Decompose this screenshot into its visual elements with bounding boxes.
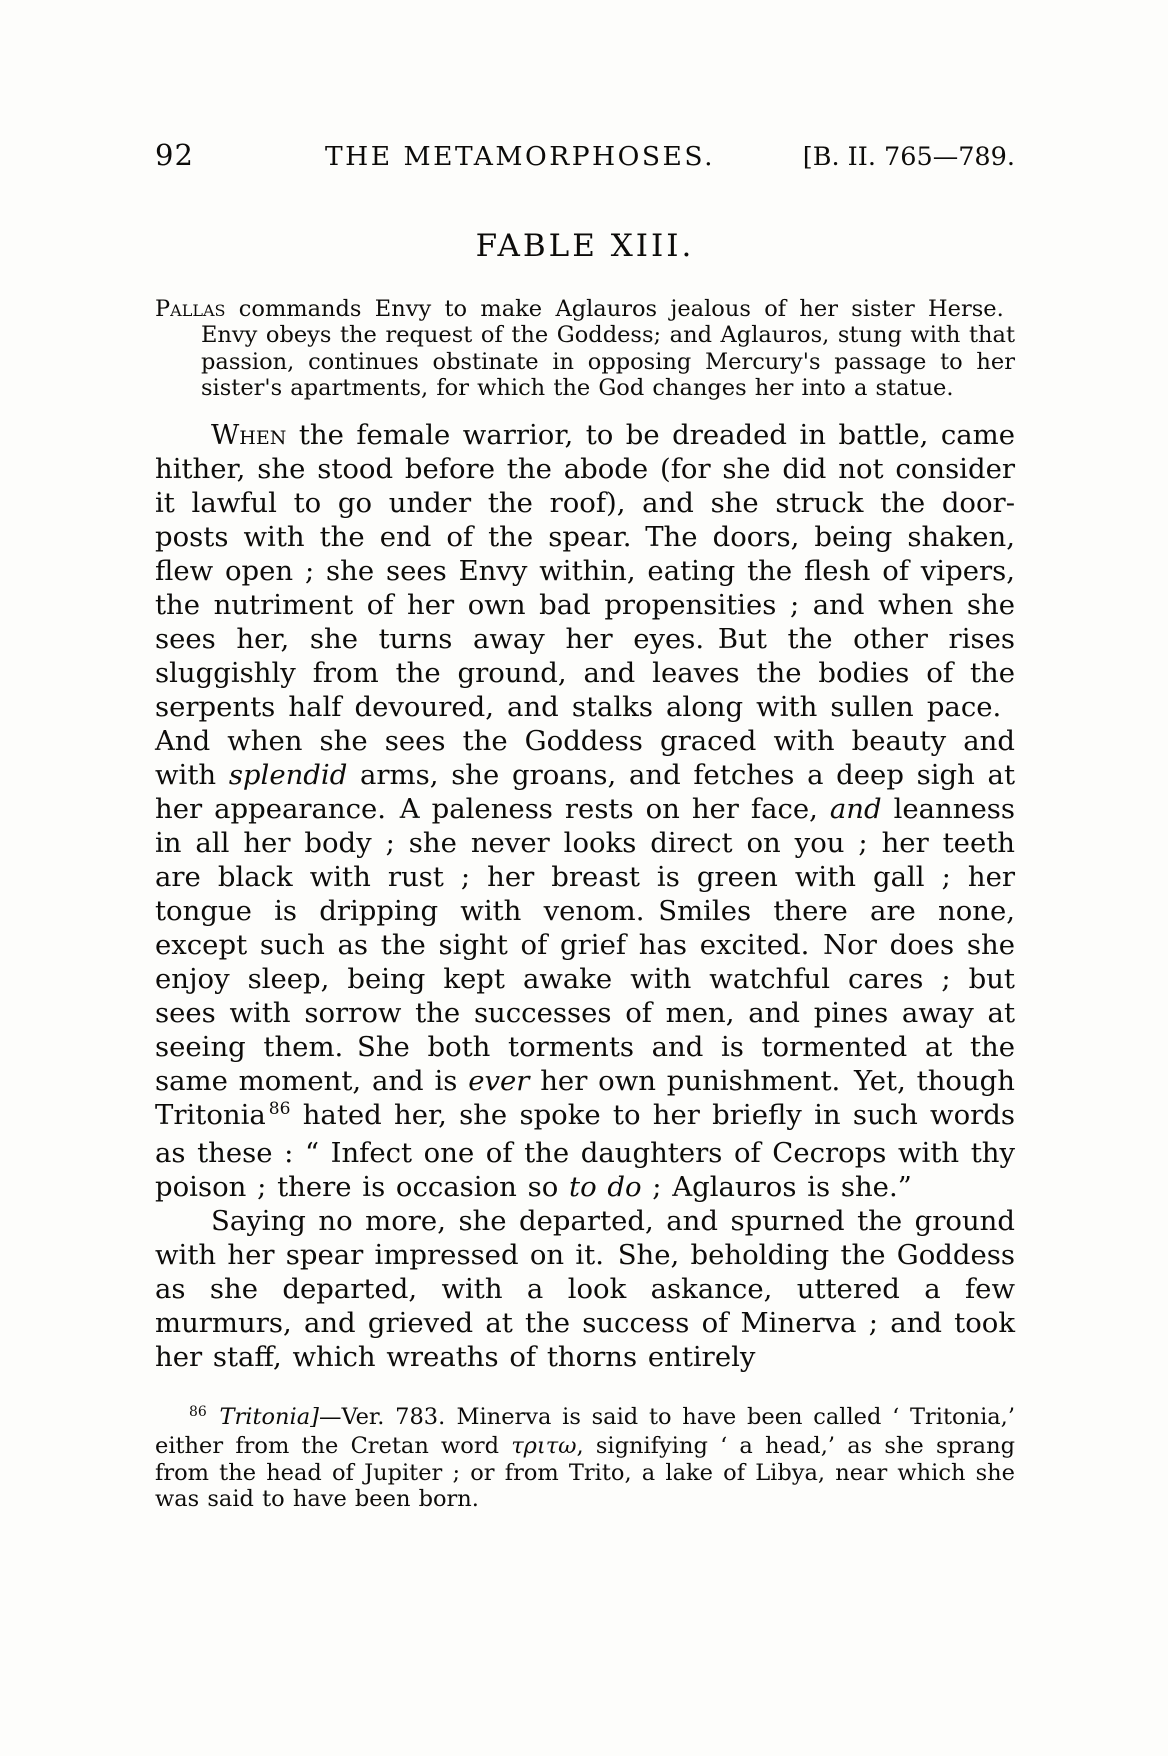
page-number: 92 [155,138,194,172]
italic-word-splendid: splendid [228,758,348,791]
italic-word-and: and [829,792,882,825]
footnote-number: 86 [189,1403,207,1420]
text-segment: her own punishment. Yet, though Tritonia [155,1064,1015,1131]
greek-word: τριτω [511,1433,577,1460]
text-segment: ; Aglauros is she.” [641,1170,912,1203]
text-segment: arms, she groans, and fetches a deep sigh at her appearance. A paleness rests on her face, [155,758,1016,825]
fable-argument [155,296,1015,402]
argument-text: commands Envy to make Aglauros jealous of her sister Herse. Envy obeys the request of the Goddess; and Aglauros, stung with that passion, continues obstinate in opposing Mercury's passage to her sister's apartments, for which the God changes her into a statue. [201,296,1015,402]
footnote-reference-mark: 86 [268,1099,291,1120]
paragraph-lead-word: When [211,418,287,451]
fable-body [155,418,1015,1374]
text-segment: the female warrior, to be dreaded in battle, came hither, she stood before the abode (for she did not consider it lawful to go under the roof), and she struck the door-posts with the end of the spear. The doors, being shaken, flew open ; she sees Envy within, eating the flesh of vipers, the nutriment of her own bad propensities ; and when she sees her, she turns away her eyes. But the other rises sluggishly from the ground, and leaves the bodies of the serpents half devoured, and stalks along with sullen pace. And when she sees the Goddess graced with beauty and with [155,418,1015,791]
footnote-text: —Ver. 783. Minerva is said to have been called ‘ Tritonia,’ either from the Cretan word [155,1403,1015,1460]
running-title: THE METAMORPHOSES. [324,141,715,172]
running-header [155,138,1015,172]
argument-lead-word: Pallas [155,296,226,322]
italic-phrase-to-do: to do [569,1170,642,1203]
body-paragraph-2 [155,1204,1015,1374]
footnote [155,1404,1015,1513]
text-segment: leanness in all her body ; she never looks direct on you ; her teeth are black with rust ; her breast is green with gall ; her tongue is dripping with venom. Smiles there are none, except such as the sight of grief has excited. Nor does she enjoy sleep, being kept awake with watchful cares ; but sees with sorrow the successes of men, and pines away at seeing them. She both torments and is tormented at the same moment, and is [155,792,1015,1097]
footnote-text: , signifying ‘ a head,’ as she sprang from the head of Jupiter ; or from Trito, a lake of Libya, near which she was said to have been born. [155,1433,1015,1513]
italic-word-ever: ever [468,1064,530,1097]
book-line-reference: [B. II. 765—789. [802,142,1015,172]
text-segment: hated her, she spoke to her briefly in such words as these : “ Infect one of the daughters of Cecrops with thy poison ; there is occasion so [155,1098,1015,1203]
body-paragraph-1 [155,418,1015,1204]
fable-title: FABLE XIII. [475,228,695,264]
text-segment: Saying no more, she departed, and spurned the ground with her spear impressed on it. She, beholding the Goddess as she departed, with a look askance, uttered a few murmurs, and grieved at the success of Minerva ; and took her staff, which wreaths of thorns entirely [155,1204,1015,1373]
text-column [155,138,1015,1513]
footnote-lemma: Tritonia] [208,1403,319,1430]
